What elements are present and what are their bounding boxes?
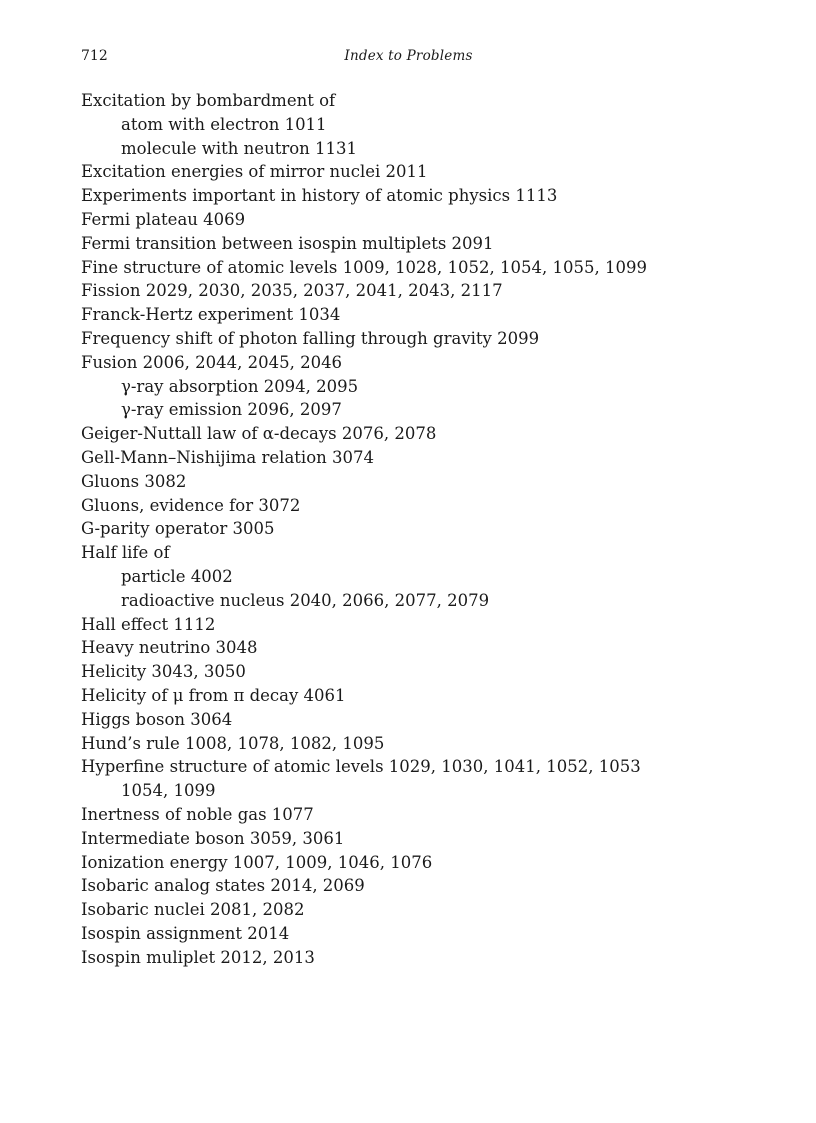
index-entry: Geiger-Nuttall law of α-decays 2076, 2078 xyxy=(81,424,437,444)
index-entry: Excitation by bombardment of xyxy=(81,91,336,110)
index-entry: Hund’s rule 1008, 1078, 1082, 1095 xyxy=(81,733,385,753)
index-entry: Ionization energy 1007, 1009, 1046, 1076 xyxy=(81,852,433,872)
index-entry: Gell-Mann–Nishijima relation 3074 xyxy=(81,447,374,467)
index-subentry: particle 4002 xyxy=(121,566,233,586)
index-entry: Isobaric nuclei 2081, 2082 xyxy=(81,900,305,920)
index-subentry: radioactive nucleus 2040, 2066, 2077, 2079 xyxy=(121,590,490,610)
index-subentry: γ-ray absorption 2094, 2095 xyxy=(121,376,359,396)
index-entry: Excitation energies of mirror nuclei 2011 xyxy=(81,162,428,182)
index-entry: Isospin assignment 2014 xyxy=(81,923,290,943)
index-entry: Frequency shift of photon falling through gravity 2099 xyxy=(81,328,540,348)
index-entry: Franck-Hertz experiment 1034 xyxy=(81,305,341,325)
index-entry: Fine structure of atomic levels 1009, 1028, 1052, 1054, 1055, 1099 xyxy=(81,257,647,277)
index-entry: Inertness of noble gas 1077 xyxy=(81,804,314,824)
index-subentry: molecule with neutron 1131 xyxy=(121,138,358,158)
page-header xyxy=(81,48,736,68)
index-entry: Fermi transition between isospin multiplets 2091 xyxy=(81,233,494,253)
index-entry: Higgs boson 3064 xyxy=(81,709,233,729)
running-title: Index to Problems xyxy=(344,48,473,64)
index-list xyxy=(81,89,741,969)
index-entry: Helicity 3043, 3050 xyxy=(81,662,246,682)
index-entry: Half life of xyxy=(81,543,170,563)
index-entry: Gluons, evidence for 3072 xyxy=(81,495,301,515)
index-subentry: atom with electron 1011 xyxy=(121,114,327,134)
index-entry: Hyperfine structure of atomic levels 1029, 1030, 1041, 1052, 1053 xyxy=(81,757,641,777)
index-subentry: γ-ray emission 2096, 2097 xyxy=(121,400,342,420)
index-subentry: 1054, 1099 xyxy=(121,781,216,801)
index-entry: Isobaric analog states 2014, 2069 xyxy=(81,876,365,896)
index-entry: Gluons 3082 xyxy=(81,471,187,491)
index-entry: Intermediate boson 3059, 3061 xyxy=(81,828,345,848)
index-entry: Fission 2029, 2030, 2035, 2037, 2041, 2043, 2117 xyxy=(81,281,503,301)
index-entry: Fermi plateau 4069 xyxy=(81,209,246,229)
index-entry: Hall effect 1112 xyxy=(81,614,216,634)
index-entry: Helicity of μ from π decay 4061 xyxy=(81,685,346,705)
index-entry: Experiments important in history of atomic physics 1113 xyxy=(81,186,558,206)
index-entry: Heavy neutrino 3048 xyxy=(81,638,258,658)
index-entry: Fusion 2006, 2044, 2045, 2046 xyxy=(81,352,343,372)
index-entry: G-parity operator 3005 xyxy=(81,519,275,539)
index-entry: Isospin muliplet 2012, 2013 xyxy=(81,947,315,967)
page-number: 712 xyxy=(81,48,108,64)
